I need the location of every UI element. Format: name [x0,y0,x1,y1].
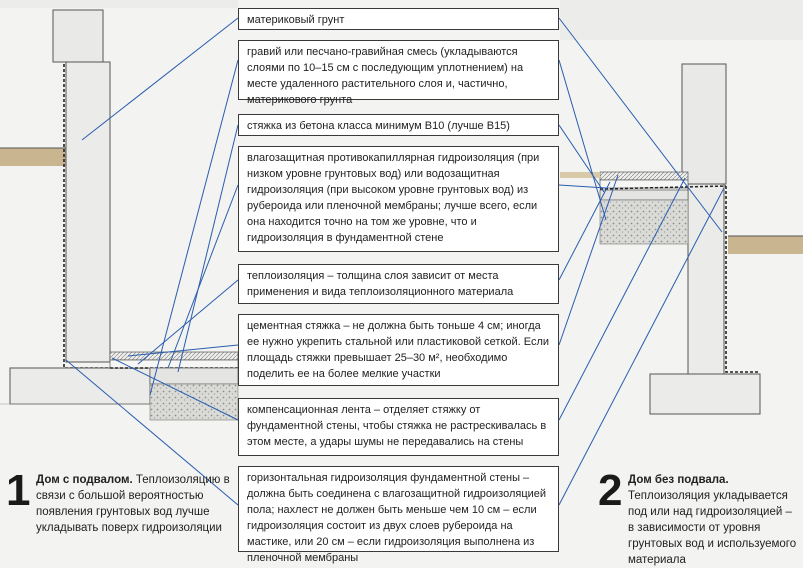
floor-screed [600,172,688,180]
label-insulation: теплоизоляция – толщина слоя зависит от места применения и вида теплоизоляционного материала [238,264,559,304]
bg-band [0,0,238,8]
ground-strip [0,148,66,166]
caption-text: Теплоизоляция укладывается под или над гидроизоляцией – в зависимости от уровня грунтовых вод и используемого материала [628,490,797,566]
gravel-fill [600,200,688,244]
footing [10,368,150,404]
wall [682,64,726,184]
footing [650,374,760,414]
label-horizontal-waterproofing: горизонтальная гидроизоляция фундаментной стены – должна быть соединена с влагозащитной гидроизоляцией пола; нахлест не должен быть меньше чем 10 см – если гидроизоляция состоит из двух слоев рубероида на мастике, или 20 см – если гидроизоляция выполнена из пленочной мембраны [238,466,559,552]
caption-number: 1 [6,466,31,515]
label-concrete: стяжка из бетона класса минимум В10 (лучше В15) [238,114,559,136]
wall [53,10,103,62]
label-screed: цементная стяжка – не должна быть тоньше 4 см; иногда ее нужно укрепить стальной или пластиковой сеткой. Если площадь стяжки превышает 25–30 м², необходимо поделить ее на более мелкие участки [238,314,559,386]
caption-text: Теплоизоляцию в связи с большой вероятностью появления грунтовых вод лучше укладывать поверх гидроизоляции [36,474,230,534]
caption-right [598,466,800,566]
foundation-wall [688,184,724,374]
label-subsoil: материковый грунт [238,8,559,30]
label-waterproofing: влагозащитная противокапиллярная гидроизоляция (при низком уровне грунтовых вод) или водозащитная гидроизоляция (при высоком уровне грунтовых вод) из рубероида или пленочной мембраны; лучше всего, если она находится точно на том же уровне, что и гидроизоляция в фундаментной стене [238,146,559,252]
wall-waterproofing [726,186,760,372]
basement-wall [66,62,110,362]
label-compensation-tape: компенсационная лента – отделяет стяжку от фундаментной стены, чтобы стяжка не растрескивалась в этом месте, а удары шумы не передавались на стены [238,398,559,456]
floor-concrete [150,368,238,384]
bg-band [560,0,803,40]
ground-strip [728,236,803,254]
floor-insulation [600,180,688,188]
no-basement-section [560,64,803,414]
caption-title: Дом с подвалом. [36,474,133,486]
basement-section [0,10,238,420]
caption-title: Дом без подвала. [628,474,729,486]
label-gravel: гравий или песчано-гравийная смесь (укладываются слоями по 10–15 см с последующим уплотнением) на месте удаленного растительного слоя и, частично, материкового грунта [238,40,559,100]
gravel-fill [150,384,238,420]
caption-number: 2 [598,466,623,515]
caption-left [6,466,232,552]
